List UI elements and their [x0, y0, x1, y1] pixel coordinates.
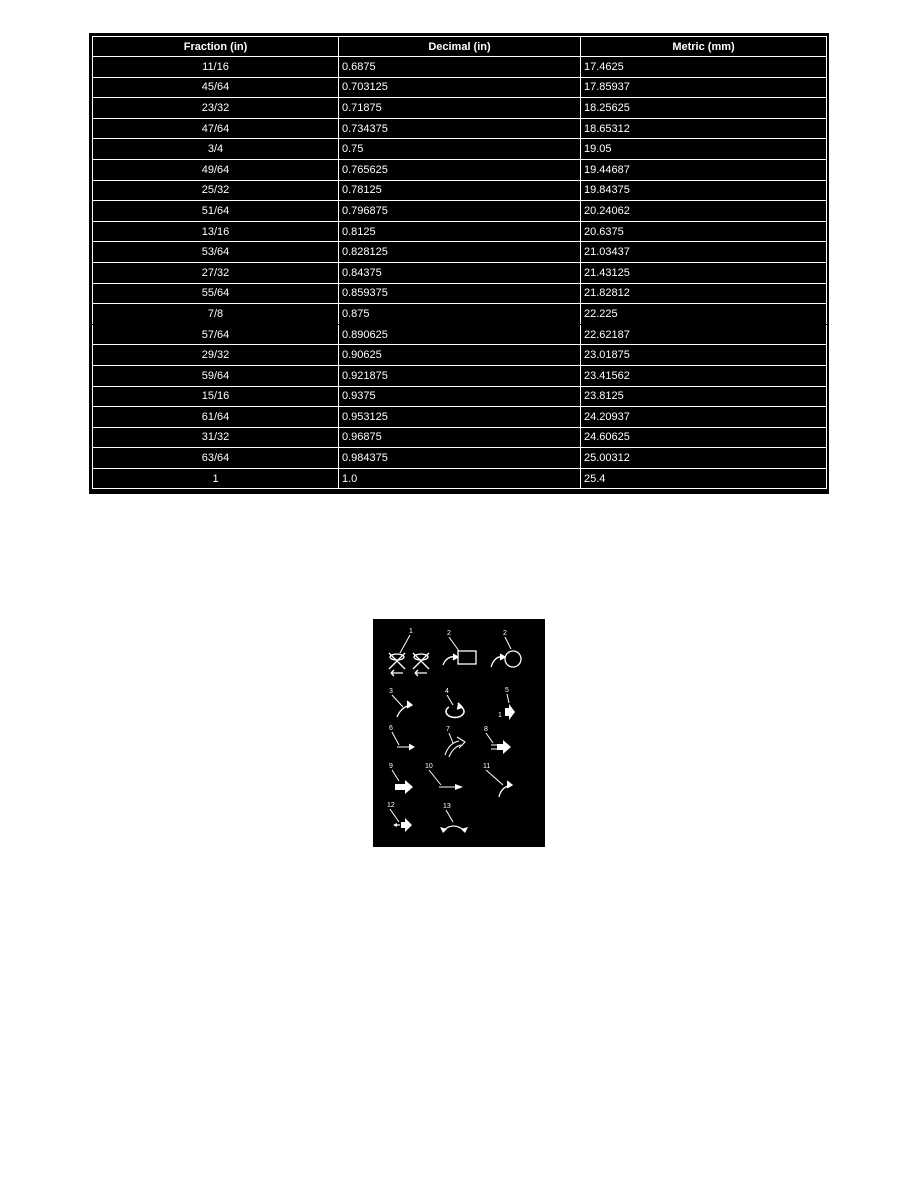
- thin-arrow-icon: [397, 744, 414, 750]
- callout-12: 12: [387, 802, 395, 809]
- table-row: [93, 221, 827, 242]
- leader-12: [390, 809, 399, 822]
- cell-decimal: 1.0: [339, 468, 581, 489]
- cell-decimal: 0.703125: [339, 77, 581, 98]
- cell-metric: 23.41562: [581, 365, 827, 386]
- cell-decimal: 0.8125: [339, 221, 581, 242]
- cell-decimal: 0.84375: [339, 262, 581, 283]
- bold-arrow-icon: [395, 780, 413, 794]
- leader-9: [392, 770, 399, 781]
- symbol-5-label: 1: [498, 712, 502, 719]
- leader-4: [447, 695, 453, 705]
- leader-11: [486, 770, 503, 785]
- cell-metric: 17.85937: [581, 77, 827, 98]
- cell-decimal: 0.96875: [339, 427, 581, 448]
- header-decimal: Decimal (in): [339, 37, 581, 57]
- cell-fraction: 27/32: [93, 262, 339, 283]
- table-row: [93, 159, 827, 180]
- cell-decimal: 0.890625: [339, 324, 581, 345]
- cell-decimal: 0.859375: [339, 283, 581, 304]
- cell-metric: 20.6375: [581, 221, 827, 242]
- table-row: [93, 242, 827, 263]
- leader-10: [429, 770, 441, 785]
- cell-fraction: 3/4: [93, 139, 339, 160]
- leader-8: [486, 733, 493, 743]
- cell-fraction: 23/32: [93, 98, 339, 119]
- callout-6: 6: [389, 725, 393, 732]
- bidirectional-arc-icon: [440, 826, 468, 833]
- cell-fraction: 55/64: [93, 283, 339, 304]
- leader-2a: [449, 637, 459, 651]
- cell-decimal: 0.78125: [339, 180, 581, 201]
- cell-fraction: 7/8: [93, 304, 339, 325]
- leader-3: [392, 695, 403, 707]
- cell-metric: 18.25625: [581, 98, 827, 119]
- leader-13: [446, 810, 453, 822]
- callout-10: 10: [425, 763, 433, 770]
- cell-metric: 23.8125: [581, 386, 827, 407]
- double-arrow-icon: [393, 818, 412, 832]
- cell-fraction: 63/64: [93, 448, 339, 469]
- cell-fraction: 49/64: [93, 159, 339, 180]
- table-row: [93, 262, 827, 283]
- cell-decimal: 0.796875: [339, 201, 581, 222]
- cell-metric: 25.4: [581, 468, 827, 489]
- cell-decimal: 0.6875: [339, 57, 581, 78]
- callout-4: 4: [445, 688, 449, 695]
- cell-fraction: 45/64: [93, 77, 339, 98]
- leader-5: [507, 694, 509, 703]
- callout-2a: 2: [447, 630, 451, 637]
- cell-metric: 19.84375: [581, 180, 827, 201]
- cell-decimal: 0.875: [339, 304, 581, 325]
- symbol-legend-graphic: [373, 619, 545, 847]
- table-row: [93, 448, 827, 469]
- leader-6: [392, 732, 399, 745]
- table-row: [93, 365, 827, 386]
- table-row: [93, 468, 827, 489]
- conversion-table-frame: [89, 33, 829, 494]
- cell-fraction: 51/64: [93, 201, 339, 222]
- solid-arrow-icon: [505, 704, 515, 720]
- cell-fraction: 15/16: [93, 386, 339, 407]
- cell-metric: 24.20937: [581, 407, 827, 428]
- table-row: [93, 345, 827, 366]
- hollow-curved-arrow-icon: [445, 737, 465, 757]
- callout-7: 7: [446, 726, 450, 733]
- table-row: [93, 77, 827, 98]
- cell-decimal: 0.765625: [339, 159, 581, 180]
- header-fraction: Fraction (in): [93, 37, 339, 57]
- cell-metric: 24.60625: [581, 427, 827, 448]
- table-header-row: [93, 37, 827, 57]
- cell-decimal: 0.71875: [339, 98, 581, 119]
- cell-fraction: 1: [93, 468, 339, 489]
- callout-9: 9: [389, 763, 393, 770]
- cell-metric: 19.05: [581, 139, 827, 160]
- fast-arrow-icon: [491, 740, 511, 754]
- long-arrow-icon: [439, 784, 463, 790]
- leader-2b: [505, 637, 511, 649]
- table-row: [93, 407, 827, 428]
- table-row: [93, 283, 827, 304]
- callout-3: 3: [389, 688, 393, 695]
- cell-fraction: 61/64: [93, 407, 339, 428]
- rotate-to-circle-icon: [491, 651, 521, 667]
- rotate-to-rectangle-icon: [443, 651, 476, 665]
- cell-fraction: 59/64: [93, 365, 339, 386]
- callout-11: 11: [483, 763, 491, 770]
- cell-metric: 23.01875: [581, 345, 827, 366]
- callout-1: 1: [409, 628, 413, 635]
- cell-metric: 17.4625: [581, 57, 827, 78]
- cell-fraction: 29/32: [93, 345, 339, 366]
- symbol-legend-panel: [373, 619, 545, 847]
- cell-metric: 21.82812: [581, 283, 827, 304]
- table-row: [93, 427, 827, 448]
- cell-metric: 25.00312: [581, 448, 827, 469]
- cell-metric: 21.03437: [581, 242, 827, 263]
- cell-decimal: 0.90625: [339, 345, 581, 366]
- cell-decimal: 0.828125: [339, 242, 581, 263]
- cell-fraction: 11/16: [93, 57, 339, 78]
- leader-1: [400, 635, 410, 653]
- conversion-table: [92, 36, 827, 489]
- callout-2b: 2: [503, 630, 507, 637]
- callout-13: 13: [443, 803, 451, 810]
- table-row: [93, 201, 827, 222]
- table-row: [93, 180, 827, 201]
- cell-decimal: 0.734375: [339, 118, 581, 139]
- cell-fraction: 53/64: [93, 242, 339, 263]
- cell-decimal: 0.953125: [339, 407, 581, 428]
- cell-fraction: 13/16: [93, 221, 339, 242]
- table-row: [93, 118, 827, 139]
- header-metric: Metric (mm): [581, 37, 827, 57]
- cell-fraction: 47/64: [93, 118, 339, 139]
- cell-metric: 21.43125: [581, 262, 827, 283]
- cell-metric: 20.24062: [581, 201, 827, 222]
- callout-8: 8: [484, 726, 488, 733]
- table-row: [93, 57, 827, 78]
- callout-5: 5: [505, 687, 509, 694]
- cell-metric: 22.62187: [581, 324, 827, 345]
- cell-metric: 22.225: [581, 304, 827, 325]
- cell-metric: 18.65312: [581, 118, 827, 139]
- rotation-icon: [446, 703, 464, 717]
- table-row: [93, 304, 827, 325]
- cell-decimal: 0.984375: [339, 448, 581, 469]
- cell-fraction: 57/64: [93, 324, 339, 345]
- cell-decimal: 0.921875: [339, 365, 581, 386]
- crossed-arrows-icon: [389, 653, 429, 676]
- leader-7: [449, 733, 453, 743]
- table-row: [93, 98, 827, 119]
- cell-decimal: 0.9375: [339, 386, 581, 407]
- table-row: [93, 139, 827, 160]
- cell-decimal: 0.75: [339, 139, 581, 160]
- table-row: [93, 386, 827, 407]
- cell-fraction: 25/32: [93, 180, 339, 201]
- table-row: [93, 324, 827, 345]
- cell-metric: 19.44687: [581, 159, 827, 180]
- cell-fraction: 31/32: [93, 427, 339, 448]
